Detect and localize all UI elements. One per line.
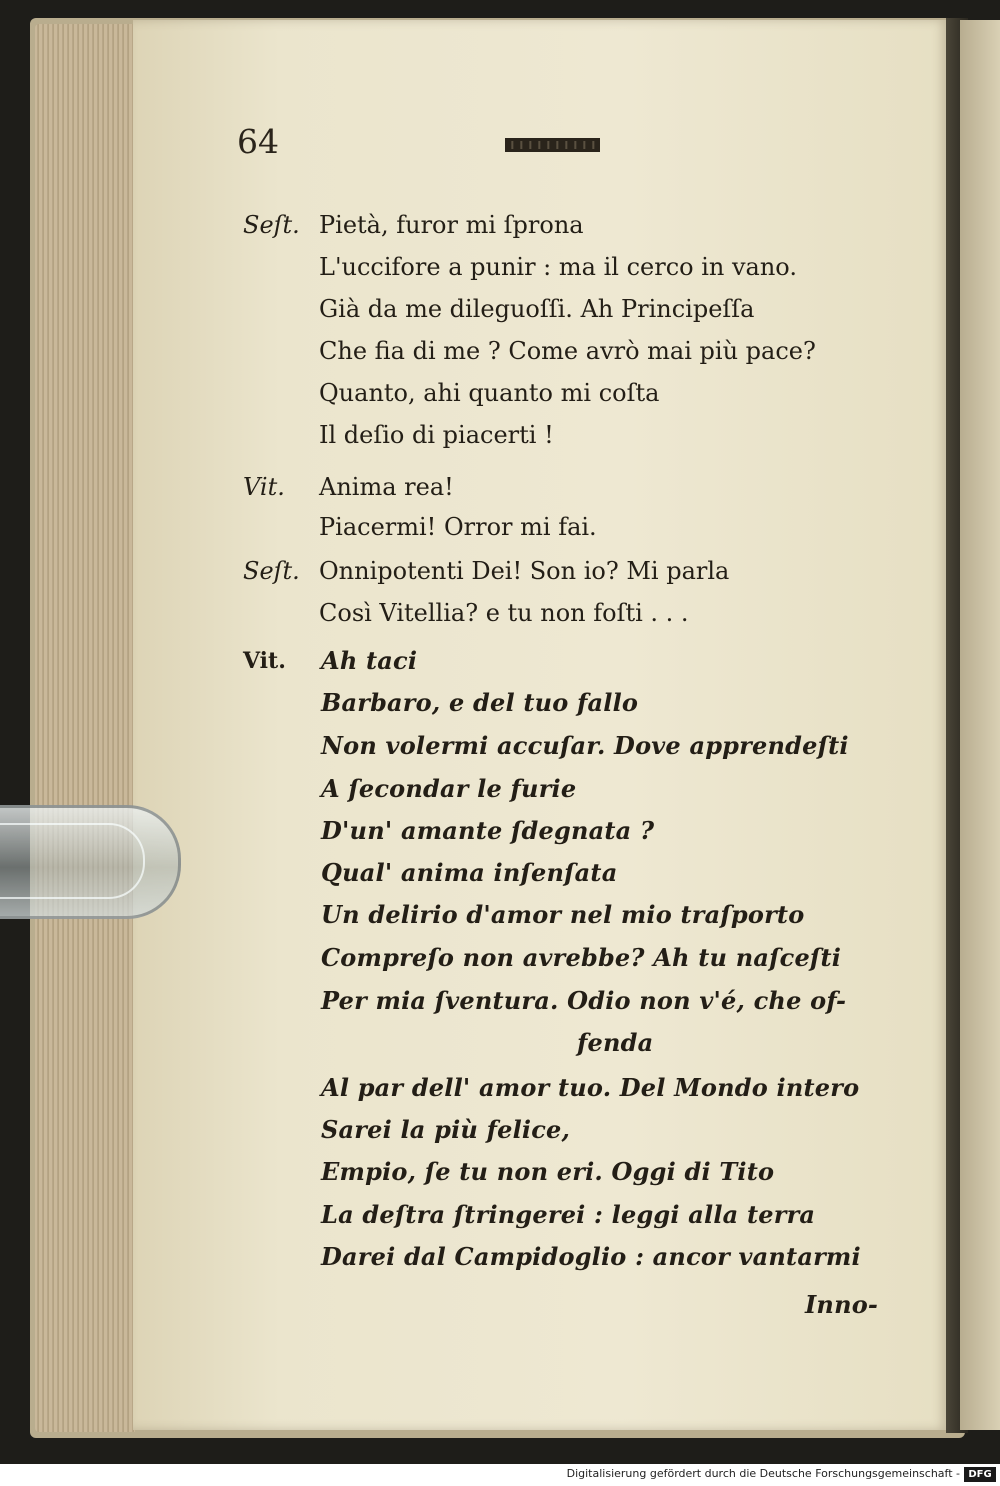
verse-line: Che fia di me ? Come avrò mai più pace? (319, 337, 816, 365)
footer-bar (0, 1464, 1000, 1486)
footer-credit: Digitalisierung gefördert durch die Deutsche Forschungsgemeinschaft - (566, 1467, 960, 1480)
verse-line: Onnipotenti Dei! Son io? Mi parla (319, 557, 730, 585)
dfg-logo: DFG (964, 1467, 996, 1482)
catchword: Inno- (805, 1290, 879, 1319)
speaker-label: Vit. (243, 648, 286, 674)
verse-line: D'un' amante ſdegnata ? (321, 816, 655, 845)
verse-line: Ah taci (321, 646, 418, 675)
page-edges (35, 24, 135, 1432)
speaker-label: Seſt. (243, 211, 300, 239)
speaker-label: Vit. (243, 473, 285, 501)
verse-line: Già da me dileguoſſi. Ah Principeſſa (319, 295, 755, 323)
facing-page-edge (960, 20, 1000, 1430)
verse-line: Qual' anima inſenſata (321, 858, 618, 887)
verse-line: Empio, ſe tu non eri. Oggi di Tito (321, 1157, 775, 1186)
verse-line: Così Vitellia? e tu non foſti . . . (319, 599, 689, 627)
verse-line: Darei dal Campidoglio : ancor vantarmi (321, 1242, 861, 1271)
verse-line: Piacermi! Orror mi fai. (319, 513, 597, 541)
verse-line: La deſtra ſtringerei : leggi alla terra (321, 1200, 816, 1229)
header-ornament (505, 138, 600, 152)
verse-line: Il deſio di piacerti ! (319, 421, 554, 449)
verse-line: Quanto, ahi quanto mi coſta (319, 379, 660, 407)
verse-line: A ſecondar le furie (321, 774, 577, 803)
page-clip (0, 805, 181, 919)
verse-line: Un delirio d'amor nel mio traſporto (321, 900, 805, 929)
verse-line: Al par dell' amor tuo. Del Mondo intero (321, 1073, 860, 1102)
verse-line: Pietà, furor mi ſprona (319, 211, 584, 239)
page-number: 64 (237, 122, 279, 161)
verse-line: Non volermi accuſar. Dove apprendeſti (321, 731, 849, 760)
verse-line: Per mia ſventura. Odio non v'é, che of- (321, 986, 847, 1015)
verse-line: Sarei la più felice, (321, 1115, 571, 1144)
verse-line: L'uccifore a punir : ma il cerco in vano. (319, 253, 797, 281)
verse-line: Compreſo non avrebbe? Ah tu naſceſti (321, 943, 842, 972)
speaker-label: Seſt. (243, 557, 300, 585)
verse-line: Barbaro, e del tuo fallo (321, 688, 639, 717)
page-clip-highlight (0, 823, 145, 899)
verse-line: fenda (577, 1028, 654, 1057)
verse-line: Anima rea! (319, 473, 454, 501)
